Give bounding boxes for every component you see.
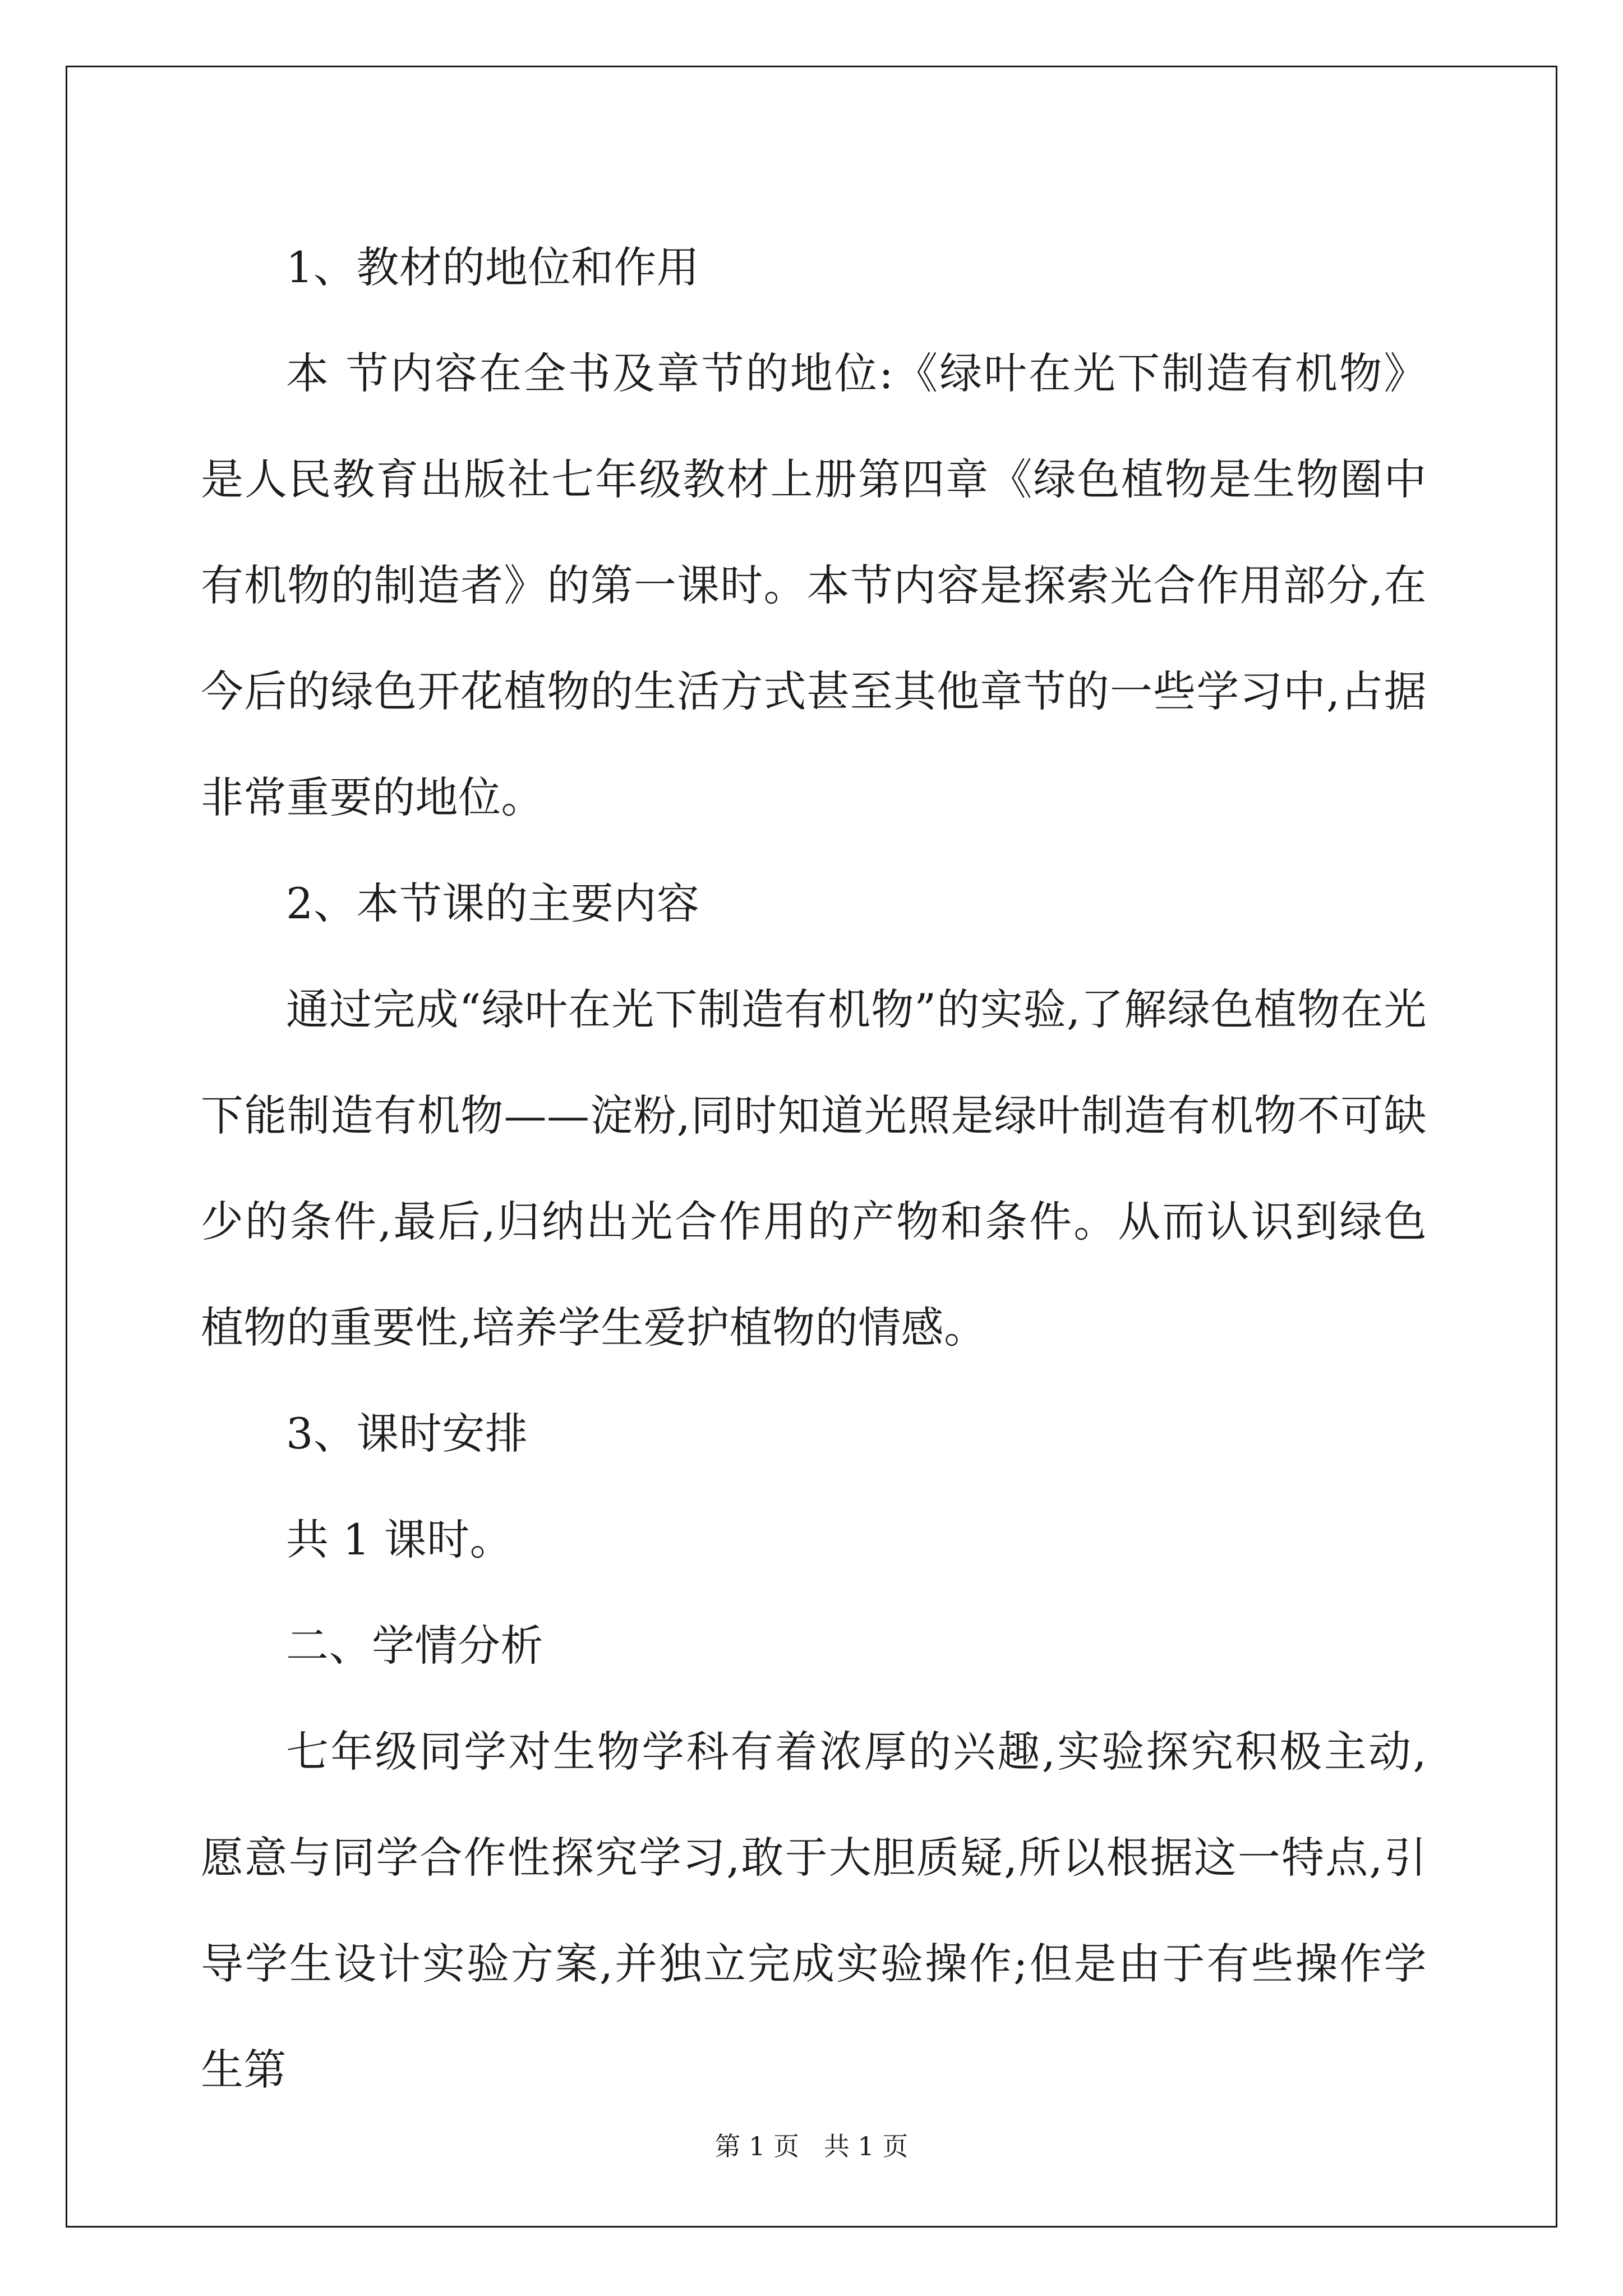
heading-textbook-role: 1、教材的地位和作用 <box>286 242 700 292</box>
paragraph-class-schedule: 共 1 课时。 <box>286 1515 513 1565</box>
paragraph-main-content: 通过完成“绿叶在光下制造有机物”的实验,了解绿色植物在光下能制造有机物——淀粉,同时知道光照是绿叶制造有机物不可缺少的条件,最后,归纳出光合作用的产物和条件。从而认识到绿色植物的重要性,培养学生爱护植物的情感。 <box>201 984 1427 1352</box>
page-footer: 第 1 页 共 1 页 <box>714 2131 909 2161</box>
paragraph-section-position: 本 节内容在全书及章节的地位:《绿叶在光下制造有机物》是人民教育出版社七年级教材上册第四章《绿色植物是生物圈中有机物的制造者》的第一课时。本节内容是探索光合作用部分,在今后的绿色开花植物的生活方式甚至其他章节的一些学习中,占据非常重要的地位。 <box>201 348 1427 822</box>
paragraph-student-analysis: 七年级同学对生物学科有着浓厚的兴趣,实验探究积极主动,愿意与同学合作性探究学习,敢于大胆质疑,所以根据这一特点,引导学生设计实验方案,并独立完成实验操作;但是由于有些操作学生第 <box>201 1727 1427 2095</box>
heading-main-content: 2、本节课的主要内容 <box>286 878 700 928</box>
heading-student-analysis: 二、学情分析 <box>286 1621 543 1671</box>
heading-class-schedule: 3、课时安排 <box>286 1409 528 1458</box>
document-body <box>201 214 1427 2123</box>
